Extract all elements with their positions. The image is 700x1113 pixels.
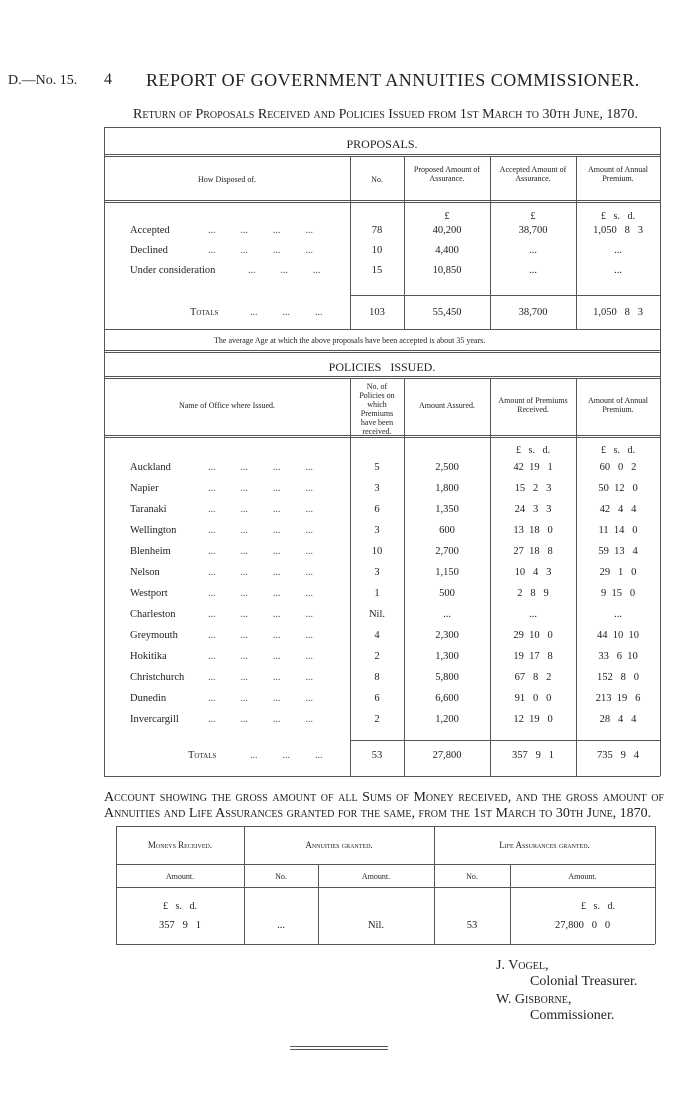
signature-name: W. Gisborne,	[496, 992, 572, 1007]
unit-proposed: £	[444, 211, 450, 222]
policy-cell-label: Wellington	[130, 525, 177, 536]
policy-cell-assured: 2,500	[435, 462, 459, 473]
leader-dots: ... ... ... ...	[208, 672, 313, 683]
policy-cell-no: 1	[374, 588, 380, 599]
page-title: REPORT OF GOVERNMENT ANNUITIES COMMISSIONER.	[146, 70, 640, 90]
policy-cell-no: 3	[374, 525, 380, 536]
policy-cell-no: 8	[374, 672, 380, 683]
unit-premium: £ s. d.	[601, 211, 635, 222]
policy-cell-no: Nil.	[368, 609, 386, 620]
policy-cell-annual: 33 6 10	[598, 651, 638, 662]
header-annual-premium: Amount of Annual Premium.	[588, 165, 648, 183]
closing-rule	[290, 1046, 388, 1047]
leader-dots: ... ... ... ...	[208, 588, 313, 599]
policy-cell-assured: 1,150	[435, 567, 459, 578]
policy-cell-assured: 6,600	[435, 693, 459, 704]
policy-cell-received: 10 4 3	[514, 567, 552, 578]
policy-cell-no: 2	[374, 714, 380, 725]
policy-cell-assured: ...	[443, 609, 451, 620]
policy-cell-annual: 9 15 0	[600, 588, 636, 599]
policy-cell-received: 2 8 9	[517, 588, 549, 599]
page-number: 4	[104, 71, 112, 88]
unit-received: £ s. d.	[516, 445, 550, 456]
policy-cell-annual: 59 13 4	[598, 546, 638, 557]
account-heading: Account showing the gross amount of all Sums of Money received, and the gross amount of Annuities and Life Assurances granted for the same, from the 1st March to 30th June, 1870.	[104, 790, 664, 821]
annuities-no: ...	[277, 920, 285, 931]
header-premiums-received: Amount of Premiums Received.	[498, 396, 568, 414]
header-amount-assured: Amount Assured.	[419, 401, 475, 410]
life-amount: 27,800 0 0	[554, 920, 611, 931]
policy-cell-annual: 28 4 4	[599, 714, 637, 725]
policy-cell-no: 3	[374, 483, 380, 494]
leader-dots: ... ... ... ...	[208, 504, 313, 515]
sub-header-no: No.	[275, 872, 287, 881]
policy-cell-label: Auckland	[130, 462, 171, 473]
closing-rule	[290, 1049, 388, 1050]
policy-cell-no: 10	[371, 546, 383, 557]
policy-cell-annual: 44 10 10	[597, 630, 639, 641]
life-no: 53	[466, 920, 478, 931]
return-heading: Return of Proposals Received and Policies Issued from 1st March to 30th June, 1870.	[133, 107, 638, 122]
policy-cell-label: Charleston	[130, 609, 176, 620]
policy-cell-received: 29 10 0	[513, 630, 553, 641]
policy-cell-label: Invercargill	[130, 714, 179, 725]
leader-dots: ... ... ... ...	[208, 546, 313, 557]
leader-dots: ... ... ... ...	[208, 714, 313, 725]
header-life-assurances-granted: Life Assurances granted.	[499, 840, 590, 850]
header-proposed-amount: Proposed Amount of Assurance.	[413, 165, 481, 183]
policy-cell-received: 19 17 8	[513, 651, 553, 662]
policy-cell-label: Nelson	[130, 567, 160, 578]
header-office-name: Name of Office where Issued.	[178, 401, 276, 410]
policy-cell-received: 24 3 3	[514, 504, 552, 515]
header-annual-premium-issued: Amount of Annual Premium.	[588, 396, 648, 414]
sub-header-amount: Amount.	[361, 872, 391, 881]
policy-cell-received: 67 8 2	[514, 672, 552, 683]
policy-cell-no: 6	[374, 693, 380, 704]
policy-cell-assured: 2,700	[435, 546, 459, 557]
policy-cell-annual: 152 8 0	[597, 672, 639, 683]
leader-dots: ... ... ... ...	[208, 693, 313, 704]
header-annuities-granted: Annuities granted.	[305, 840, 373, 850]
sub-header-amount: Amount.	[165, 872, 195, 881]
unit-moneys: £ s. d.	[163, 901, 197, 912]
policy-cell-received: ...	[529, 609, 537, 620]
policy-cell-no: 5	[374, 462, 380, 473]
unit-life: £ s. d.	[581, 901, 615, 912]
signature-title: Colonial Treasurer.	[530, 974, 638, 989]
leader-dots: ... ... ... ...	[208, 483, 313, 494]
policy-cell-no: 4	[374, 630, 380, 641]
policy-cell-assured: 5,800	[435, 672, 459, 683]
header-accepted-amount: Accepted Amount of Assurance.	[499, 165, 567, 183]
policy-cell-assured: 500	[439, 588, 455, 599]
proposals-title: PROPOSALS.	[346, 137, 418, 151]
policy-cell-assured: 1,200	[435, 714, 459, 725]
header-moneys-received: Moneys Received.	[147, 840, 213, 850]
leader-dots: ... ... ... ...	[208, 609, 313, 620]
policy-cell-label: Greymouth	[130, 630, 178, 641]
policy-cell-label: Taranaki	[130, 504, 167, 515]
unit-annual: £ s. d.	[601, 445, 635, 456]
policy-cell-label: Christchurch	[130, 672, 185, 683]
leader-dots: ... ... ... ...	[208, 462, 313, 473]
policy-cell-label: Westport	[130, 588, 168, 599]
policy-cell-assured: 1,350	[435, 504, 459, 515]
signature-name: J. Vogel,	[496, 958, 549, 973]
policy-cell-received: 12 19 0	[513, 714, 553, 725]
policy-cell-annual: 213 19 6	[595, 693, 641, 704]
policy-cell-received: 15 2 3	[514, 483, 552, 494]
policy-cell-received: 42 19 1	[513, 462, 553, 473]
leader-dots: ... ... ... ...	[208, 651, 313, 662]
policy-cell-annual: ...	[614, 609, 622, 620]
header-policies-count: No. of Policies on which Premiums have been received.	[359, 382, 395, 436]
page-reference: D.—No. 15.	[8, 73, 78, 88]
signature-title: Commissioner.	[530, 1008, 615, 1023]
policy-cell-label: Blenheim	[130, 546, 171, 557]
annuities-amount: Nil.	[367, 920, 385, 931]
policy-cell-assured: 2,300	[435, 630, 459, 641]
policy-cell-annual: 50 12 0	[598, 483, 638, 494]
policy-cell-no: 6	[374, 504, 380, 515]
policy-cell-assured: 600	[439, 525, 455, 536]
policy-cell-annual: 60 0 2	[599, 462, 637, 473]
policy-cell-received: 13 18 0	[513, 525, 553, 536]
policy-cell-received: 27 18 8	[513, 546, 553, 557]
header-how-disposed: How Disposed of.	[198, 175, 256, 184]
policy-cell-annual: 29 1 0	[599, 567, 637, 578]
sub-header-amount: Amount.	[568, 872, 597, 881]
policy-cell-no: 3	[374, 567, 380, 578]
policy-cell-label: Hokitika	[130, 651, 167, 662]
policies-title: POLICIES ISSUED.	[328, 360, 436, 374]
policy-cell-no: 2	[374, 651, 380, 662]
policy-cell-assured: 1,800	[435, 483, 459, 494]
moneys-amount: 357 9 1	[159, 920, 201, 931]
policy-cell-received: 91 0 0	[514, 693, 552, 704]
average-age-note: The average Age at which the above proposals have been accepted is about 35 years.	[214, 336, 486, 345]
unit-accepted: £	[530, 211, 536, 222]
policy-cell-label: Dunedin	[130, 693, 167, 704]
policy-cell-annual: 11 14 0	[598, 525, 638, 536]
header-no: No.	[371, 175, 383, 184]
sub-header-no: No.	[466, 872, 478, 881]
leader-dots: ... ... ... ...	[208, 567, 313, 578]
policy-cell-label: Napier	[130, 483, 159, 494]
leader-dots: ... ... ... ...	[208, 525, 313, 536]
policy-cell-assured: 1,300	[435, 651, 459, 662]
policy-cell-annual: 42 4 4	[599, 504, 637, 515]
leader-dots: ... ... ... ...	[208, 630, 313, 641]
